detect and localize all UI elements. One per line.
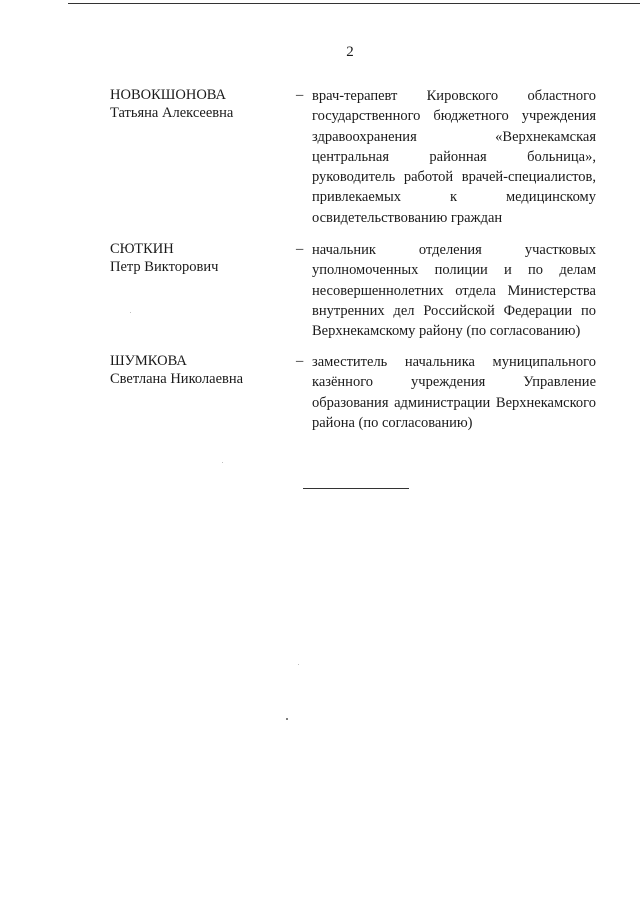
member-name (110, 240, 290, 276)
member-given-names: Светлана Николаевна (110, 371, 244, 387)
member-given-names: Петр Викторович (110, 259, 219, 275)
separator-dash: – (296, 241, 304, 257)
top-border-line (68, 3, 640, 4)
member-given-names: Татьяна Алексеевна (110, 105, 234, 121)
member-role: заместитель начальника муниципального казённого учреждения Управление образования администрации Верхнекамского района (по согласованию) (312, 354, 596, 431)
scan-speck (298, 664, 299, 665)
member-name (110, 352, 290, 388)
member-surname: НОВОКШОНОВА (110, 87, 227, 103)
member-surname: СЮТКИН (110, 241, 174, 257)
scan-speck (286, 718, 288, 720)
scan-speck (130, 312, 131, 313)
closing-rule (303, 488, 409, 489)
member-role: врач-терапевт Кировского областного государственного бюджетного учреждения здравоохранения «Верхнекамская центральная районная больница», руководитель работой врачей-специалистов, привлекаемых к медицинскому освидетельствованию граждан (312, 88, 596, 226)
member-role: начальник отделения участковых уполномоченных полиции и по делам несовершеннолетних отдела Министерства внутренних дел Российской Федерации по Верхнекамскому району (по согласованию) (312, 242, 596, 340)
member-name (110, 86, 290, 122)
scan-speck (222, 462, 223, 463)
separator-dash: – (296, 87, 304, 103)
separator-dash: – (296, 353, 304, 369)
member-surname: ШУМКОВА (110, 353, 187, 369)
page-number: 2 (346, 44, 354, 60)
